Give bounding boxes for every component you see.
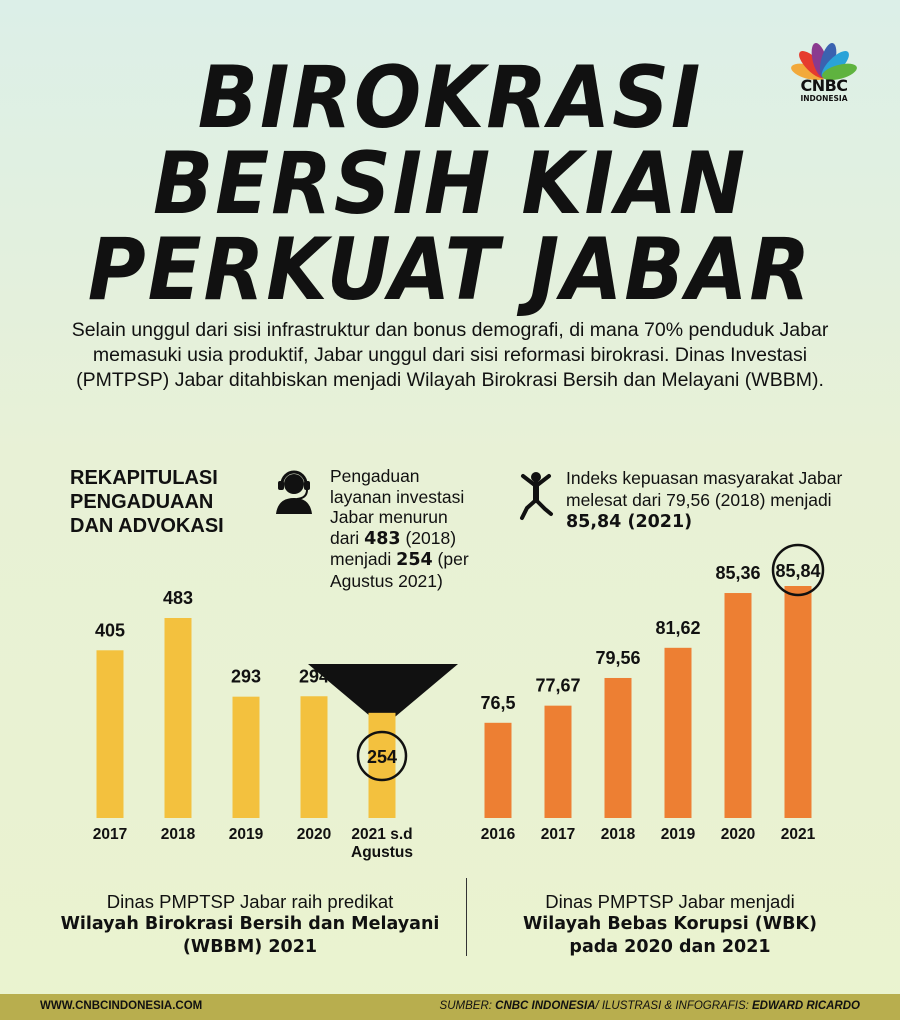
intro-paragraph: Selain unggul dari sisi infrastruktur dan bonus demografi, di mana 70% penduduk Jabar memasuki usia produktif, Jabar unggul dari sisi reformasi birokrasi. Dinas Investasi (PMTPSP) Jabar ditahbiskan menjadi Wilayah Birokrasi Bersih dan Melayani (WBBM). [71, 319, 829, 391]
section-divider [466, 878, 467, 956]
right-note-text: Indeks kepuasan masyarakat Jabar melesat dari 79,56 (2018) menjadi [566, 468, 843, 510]
right-caption [500, 890, 840, 959]
bar-2018 [165, 618, 192, 818]
left-heading-line-3: DAN ADVOKASI [70, 515, 224, 537]
x-tick-label: 2019 [228, 826, 264, 843]
left-note-mid: (2018) menjadi [330, 527, 457, 569]
title-line-1: BIROKRASI [197, 48, 703, 148]
left-caption-line: Dinas PMPTSP Jabar raih predikat [106, 891, 394, 912]
title-line-3: PERKUAT JABAR [87, 220, 813, 320]
value-label: 85,36 [715, 563, 761, 584]
value-label: 81,62 [655, 617, 701, 638]
bar-2020 [301, 696, 328, 818]
left-bar-chart [93, 588, 413, 861]
right-caption-line: Dinas PMPTSP Jabar menjadi [545, 891, 795, 912]
left-caption-bold: Wilayah Birokrasi Bersih dan Melayani (WBBM) 2021 [60, 914, 440, 957]
value-label: 405 [94, 620, 126, 641]
x-tick-label: 2017 [540, 826, 576, 843]
bar-2019 [233, 697, 260, 818]
left-note-text: Pengaduan layanan investasi Jabar menurun dari [330, 466, 465, 548]
right-note-value: 85,84 (2021) [566, 512, 693, 532]
value-label: 85,84 [775, 561, 821, 581]
logo-subtext: INDONESIA [800, 94, 848, 103]
x-tick-label: 2021 s.d Agustus [351, 826, 413, 861]
x-tick-label: 2020 [296, 826, 332, 843]
value-label: 76,5 [480, 692, 516, 713]
x-tick-label: 2016 [480, 826, 516, 843]
x-tick-label: 2017 [92, 826, 128, 843]
right-caption-bold: Wilayah Bebas Korupsi (WBK) pada 2020 dan 2021 [523, 914, 817, 957]
x-tick-label: 2018 [600, 826, 636, 843]
footer-website: WWW.CNBCINDONESIA.COM [40, 1000, 203, 1012]
bar-2016 [485, 723, 512, 818]
bar-2018 [605, 678, 632, 818]
left-heading-line-2: PENGADUAAN [70, 491, 214, 513]
value-label: 293 [230, 666, 262, 687]
x-tick-label: 2021 [780, 826, 816, 843]
footer-credit-label: / ILUSTRASI & INFOGRAFIS: [595, 1000, 753, 1012]
left-note-post: (per Agustus 2021) [330, 549, 469, 591]
left-note-value-2018: 483 [364, 528, 401, 549]
value-label: 77,67 [535, 675, 581, 696]
bar-2019 [665, 648, 692, 818]
x-tick-label: 2019 [660, 826, 696, 843]
logo-text: CNBC [800, 76, 848, 95]
left-heading-line-1: REKAPITULASI [70, 467, 218, 489]
bar-2021 [785, 586, 812, 818]
left-caption [60, 890, 440, 959]
left-note-value-2021: 254 [396, 550, 433, 570]
right-bar-chart [480, 545, 823, 843]
value-label: 483 [162, 588, 194, 608]
bar-2017 [97, 650, 124, 818]
value-label: 254 [366, 747, 398, 767]
footer-source-label: SUMBER: [439, 1000, 496, 1012]
bar-2020 [725, 593, 752, 818]
bar-2017 [545, 706, 572, 818]
value-label: 79,56 [595, 647, 641, 668]
value-label: 294 [298, 666, 330, 687]
footer-author: EDWARD RICARDO [752, 1000, 860, 1012]
x-tick-label: 2018 [160, 826, 196, 843]
footer-credits [440, 1000, 860, 1012]
title-line-2: BERSIH KIAN [153, 134, 747, 234]
footer-source: CNBC INDONESIA [495, 1000, 596, 1012]
x-tick-label: 2020 [720, 826, 756, 843]
